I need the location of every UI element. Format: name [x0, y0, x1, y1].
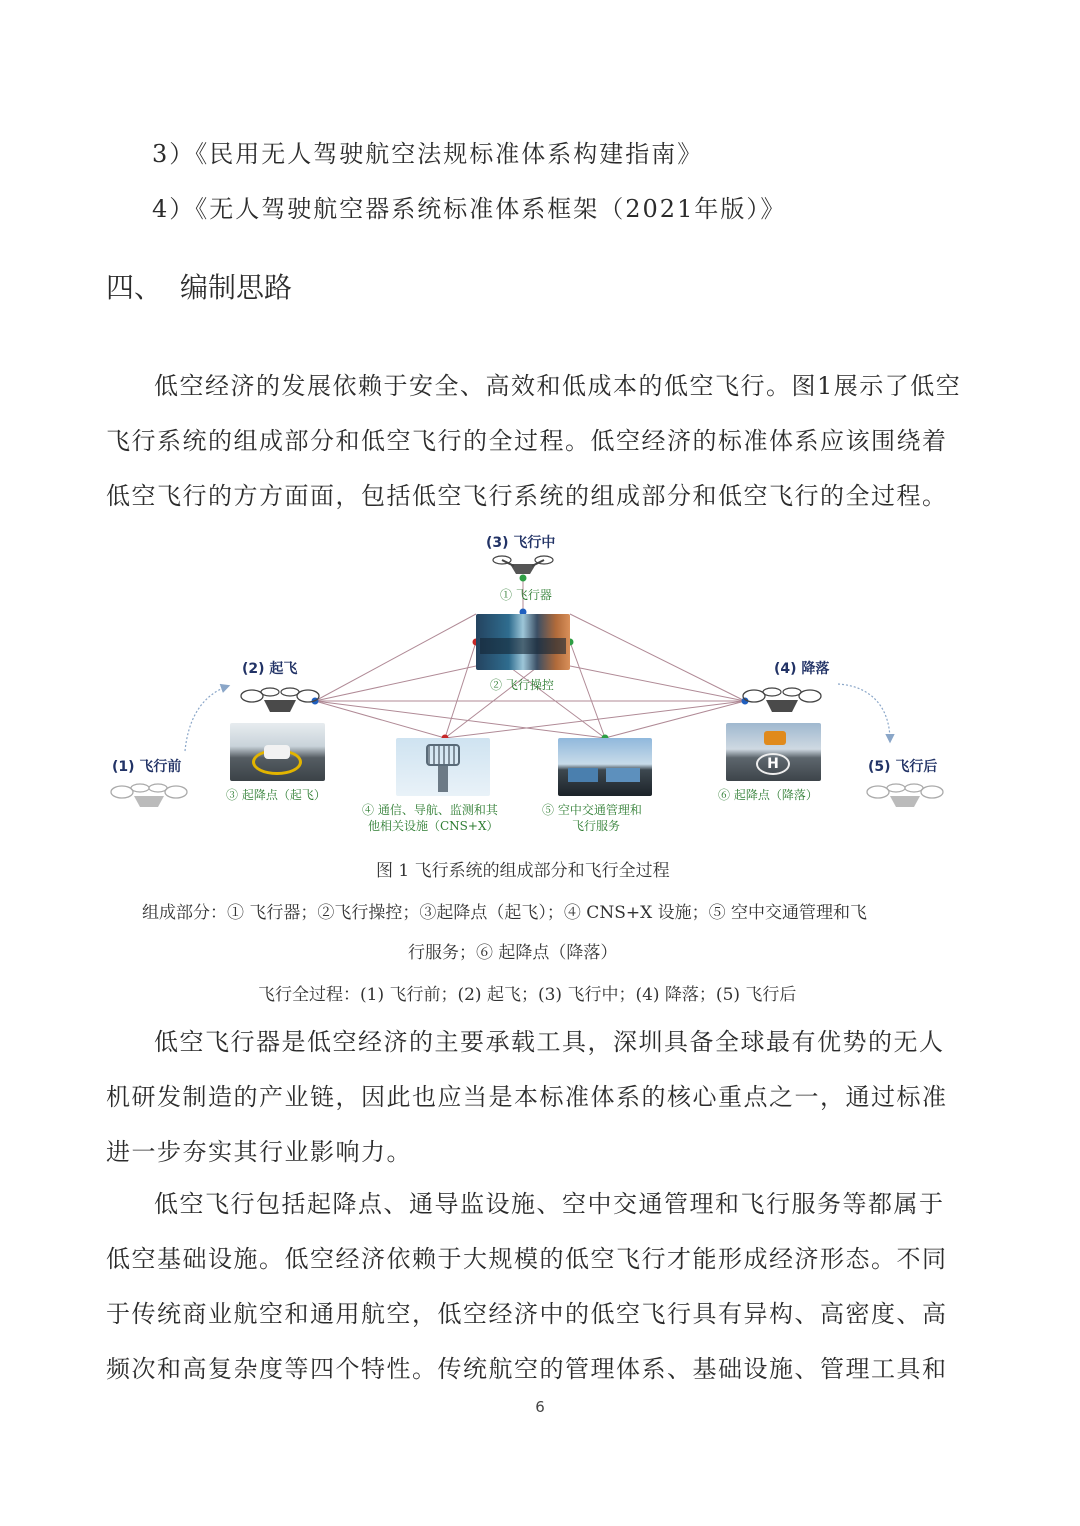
section-heading [106, 266, 292, 306]
paragraph-line: 低空基础设施。低空经济依赖于大规模的低空飞行才能形成经济形态。不同 [106, 1245, 948, 1273]
page-number: 6 [535, 1398, 545, 1416]
stage-landing-label: (4) 降落 [774, 661, 830, 677]
paragraph-line: 进一步夯实其行业影响力。 [106, 1138, 412, 1166]
component-vertiport-landing-label: ⑥ 起降点（降落） [718, 788, 818, 802]
process-note: 飞行全过程：(1) 飞行前；(2) 起飞；(3) 飞行中；(4) 降落；(5) 飞行后 [258, 985, 797, 1005]
components-note-continued: 行服务；⑥ 起降点（降落） [408, 943, 618, 963]
stage-before-label: (1) 飞行前 [112, 759, 182, 775]
component-atm-label-2: 飞行服务 [572, 819, 621, 833]
component-atm-label-1: ⑤ 空中交通管理和 [542, 803, 642, 817]
paragraph-line: 机研发制造的产业链，因此也应当是本标准体系的核心重点之一，通过标准 [106, 1083, 948, 1111]
reference-item-3: 3）《民用无人驾驶航空法规标准体系构建指南》 [152, 140, 704, 168]
drone-icon [110, 780, 188, 810]
component-cnsx-label-1: ④ 通信、导航、监测和其 [362, 803, 498, 817]
drone-icon [492, 552, 554, 580]
reference-item-4: 4）《无人驾驶航空器系统标准体系框架（2021年版）》 [152, 195, 787, 223]
section-number: 四、 [106, 271, 163, 304]
paragraph-line: 低空飞行包括起降点、通导监设施、空中交通管理和飞行服务等都属于 [154, 1190, 945, 1218]
paragraph-line: 于传统商业航空和通用航空，低空经济中的低空飞行具有异构、高密度、高 [106, 1300, 948, 1328]
paragraph-line: 低空飞行的方方面面，包括低空飞行系统的组成部分和低空飞行的全过程。 [106, 482, 948, 510]
cnsx-facility-image [396, 738, 490, 796]
drone-icon [240, 684, 320, 718]
components-note: 组成部分：① 飞行器；②飞行操控；③起降点（起飞）；④ CNS+X 设施；⑤ 空中交通管理和飞 [142, 903, 867, 923]
drone-icon [742, 684, 822, 718]
vertiport-takeoff-image [230, 723, 325, 781]
paragraph-line: 低空飞行器是低空经济的主要承载工具，深圳具备全球最有优势的无人 [154, 1028, 945, 1056]
drone-icon [866, 780, 944, 810]
figure-caption: 图 1 飞行系统的组成部分和飞行全过程 [376, 861, 670, 881]
section-title: 编制思路 [180, 271, 293, 304]
stage-takeoff-label: (2) 起飞 [242, 661, 298, 677]
component-control-label: ② 飞行操控 [490, 678, 554, 692]
component-cnsx-label-2: 他相关设施（CNS+X） [368, 819, 499, 833]
vertiport-landing-image: H [726, 723, 821, 781]
paragraph-line: 低空经济的发展依赖于安全、高效和低成本的低空飞行。图1展示了低空 [154, 372, 962, 400]
component-vertiport-takeoff-label: ③ 起降点（起飞） [226, 788, 326, 802]
flight-system-figure [100, 526, 980, 848]
atm-service-image [558, 738, 652, 796]
paragraph-line: 频次和高复杂度等四个特性。传统航空的管理体系、基础设施、管理工具和 [106, 1355, 948, 1383]
stage-inflight-label: (3) 飞行中 [486, 535, 556, 551]
paragraph-line: 飞行系统的组成部分和低空飞行的全过程。低空经济的标准体系应该围绕着 [106, 427, 948, 455]
component-aircraft-label: ① 飞行器 [500, 588, 552, 602]
stage-after-label: (5) 飞行后 [868, 759, 938, 775]
flight-control-image [476, 614, 570, 670]
